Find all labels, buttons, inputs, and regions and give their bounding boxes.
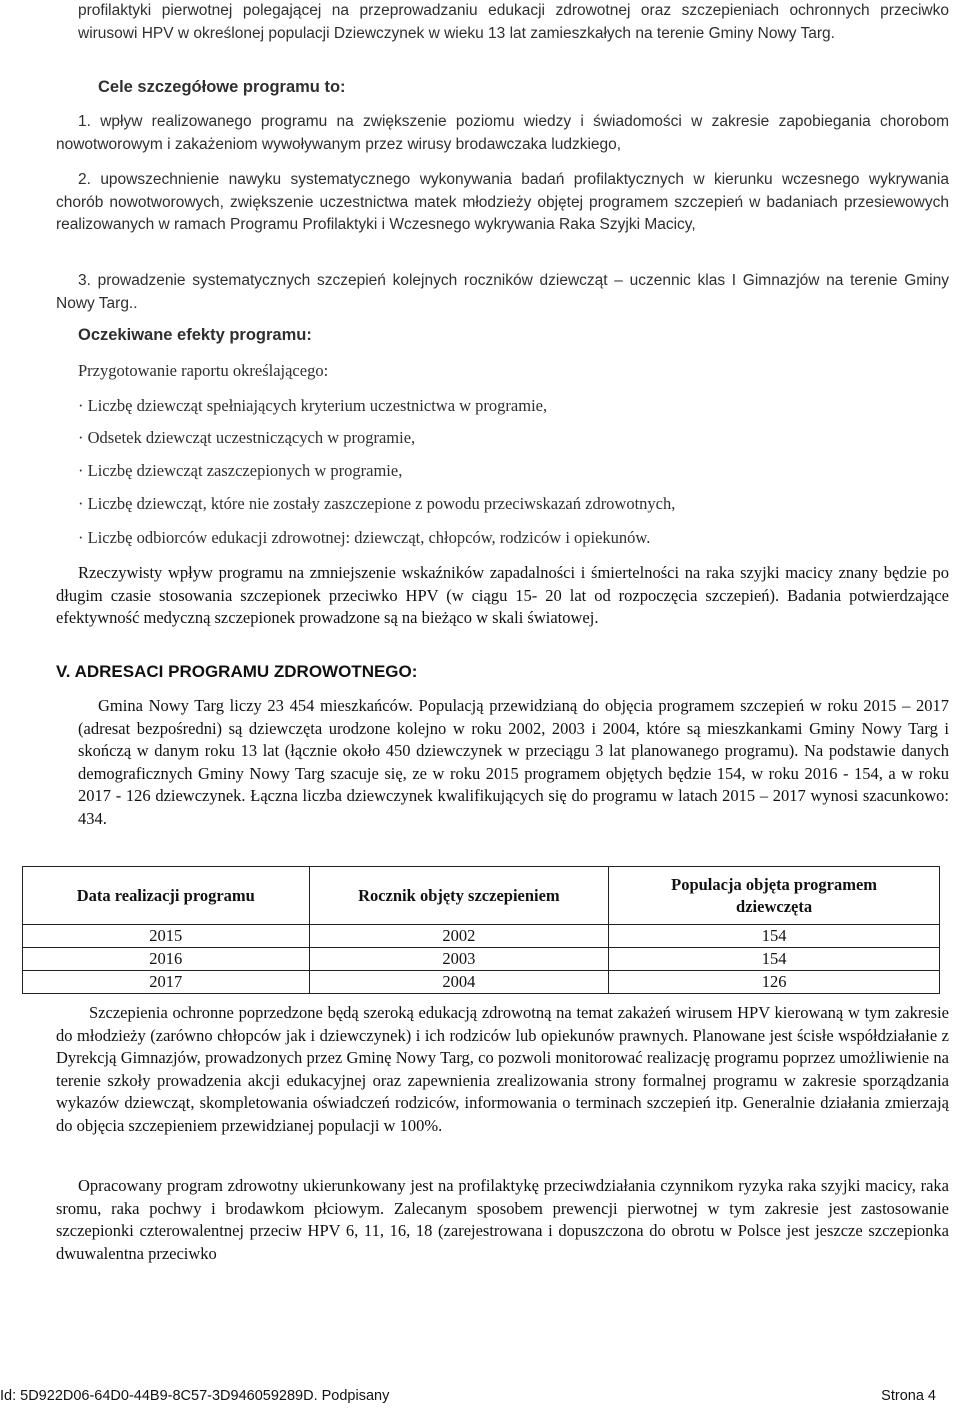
table-cell: 126	[609, 971, 940, 994]
footer-page-number: Strona 4	[881, 1388, 936, 1404]
effect-item: · Liczbę odbiorców edukacji zdrowotnej: dziewcząt, chłopców, rodziców i opiekunów.	[78, 528, 651, 547]
effect-item: · Odsetek dziewcząt uczestniczących w programie,	[78, 428, 416, 447]
table-cell: 2003	[309, 948, 609, 971]
goal-2: 2. upowszechnienie nawyku systematycznego wykonywania badań profilaktycznych w kierunku wczesnego wykrywania chorób nowotworowych, zwiększenie uczestnictwa matek młodzieży objętej programem szczepień w badaniach przesiewowych realizowanych w ramach Programu Profilaktyki i Wczesnego wykrywania Raka Szyjki Macicy,	[56, 171, 949, 233]
footer-document-id: Id: 5D922D06-64D0-44B9-8C57-3D946059289D. Podpisany	[0, 1388, 390, 1404]
effect-item: · Liczbę dziewcząt, które nie zostały zaszczepione z powodu przeciwskazań zdrowotnych,	[78, 494, 676, 513]
table-cell: 2015	[23, 925, 310, 948]
effect-item: · Liczbę dziewcząt spełniających kryterium uczestnictwa w programie,	[78, 396, 548, 415]
vaccination-paragraph: Szczepienia ochronne poprzedzone będą szeroką edukacją zdrowotną na temat zakażeń wirusem HPV kierowaną w tym zakresie do młodzieży (zarówno chłopców jak i dziewczynek) i ich rodziców lub opiekunów prawnych. Planowane jest ścisłe współdziałanie z Dyrekcją Gimnazjów, prowadzonych przez Gminę Nowy Targ, co pozwoli monitorować realizację programu poprzez umożliwienie na terenie szkoły prowadzenia akcji edukacyjnej oraz zapewnienia zrealizowania strony formalnej programu w zakresie sporządzania wykazów dziewcząt, skompletowania oświadczeń rodziców, informowania o terminach szczepień itp. Generalnie działania zmierzają do objęcia szczepieniem przewidzianej populacji w 100%.	[56, 1003, 949, 1135]
goals-heading: Cele szczegółowe programu to:	[98, 78, 346, 96]
section-v-heading: V. ADRESACI PROGRAMU ZDROWOTNEGO:	[56, 662, 418, 681]
table-cell: 2004	[309, 971, 609, 994]
schedule-table	[22, 866, 940, 994]
table-header: Rocznik objęty szczepieniem	[309, 867, 609, 925]
table-header: Data realizacji programu	[23, 867, 310, 925]
addressees-paragraph: Gmina Nowy Targ liczy 23 454 mieszkańców. Populacją przewidzianą do objęcia programem szczepień w roku 2015 – 2017 (adresat bezpośredni) są dziewczęta urodzone kolejno w roku 2002, 2003 i 2004, które są mieszkankami Gminy Nowy Targ i skończą w danym roku 13 lat (łącznie około 450 dziewczynek w przeciągu 3 lat planowanego programu). Na podstawie danych demograficznych Gminy Nowy Targ szacuje się, ze w roku 2015 programem objętych będzie 154, w roku 2016 - 154, a w roku 2017 - 126 dziewczynek. Łączna liczba dziewczynek kwalifikujących się do programu w latach 2015 – 2017 wynosi szacunkowo: 434.	[78, 696, 949, 828]
table-cell: 2002	[309, 925, 609, 948]
effects-heading: Oczekiwane efekty programu:	[78, 326, 312, 344]
goal-1: 1. wpływ realizowanego programu na zwiększenie poziomu wiedzy i świadomości w zakresie zapobiegania chorobom nowotworowym i zakażeniom wywoływanym przez wirusy brodawczaka ludzkiego,	[56, 113, 949, 153]
table-cell: 2016	[23, 948, 310, 971]
table-cell: 2017	[23, 971, 310, 994]
table-row	[23, 948, 940, 971]
intro-paragraph: profilaktyki pierwotnej polegającej na przeprowadzaniu edukacji zdrowotnej oraz szczepieniach ochronnych przeciwko wirusowi HPV w określonej populacji Dziewczynek w wieku 13 lat zamieszkałych na terenie Gminy Nowy Targ.	[78, 2, 949, 42]
table-cell: 154	[609, 925, 940, 948]
effects-intro: Przygotowanie raportu określającego:	[78, 361, 329, 380]
program-paragraph: Opracowany program zdrowotny ukierunkowany jest na profilaktykę przeciwdziałania czynnikom ryzyka raka szyjki macicy, raka sromu, raka pochwy i brodawkom płciowym. Zalecanym sposobem prewencji pierwotnej w tym zakresie jest zastosowanie szczepionki czterowalentnej przeciw HPV 6, 11, 16, 18 (zarejestrowana i dopuszczona do obrotu w Polsce jest jeszcze szczepionka dwuwalentna przeciwko	[56, 1176, 949, 1263]
goal-3: 3. prowadzenie systematycznych szczepień kolejnych roczników dziewcząt – uczennic klas I Gimnazjów na terenie Gminy Nowy Targ..	[56, 272, 949, 312]
table-header: Populacja objęta programem dziewczęta	[609, 867, 940, 925]
table-row	[23, 971, 940, 994]
table-row	[23, 925, 940, 948]
effect-item: · Liczbę dziewcząt zaszczepionych w programie,	[78, 461, 403, 480]
impact-paragraph: Rzeczywisty wpływ programu na zmniejszenie wskaźników zapadalności i śmiertelności na raka szyjki macicy znany będzie po długim czasie stosowania szczepionek przeciwko HPV (w ciągu 15- 20 lat od rozpoczęcia szczepień). Badania potwierdzające efektywność medyczną szczepionek prowadzone są na bieżąco w skali światowej.	[56, 563, 949, 628]
table-header-row	[23, 867, 940, 925]
table-cell: 154	[609, 948, 940, 971]
